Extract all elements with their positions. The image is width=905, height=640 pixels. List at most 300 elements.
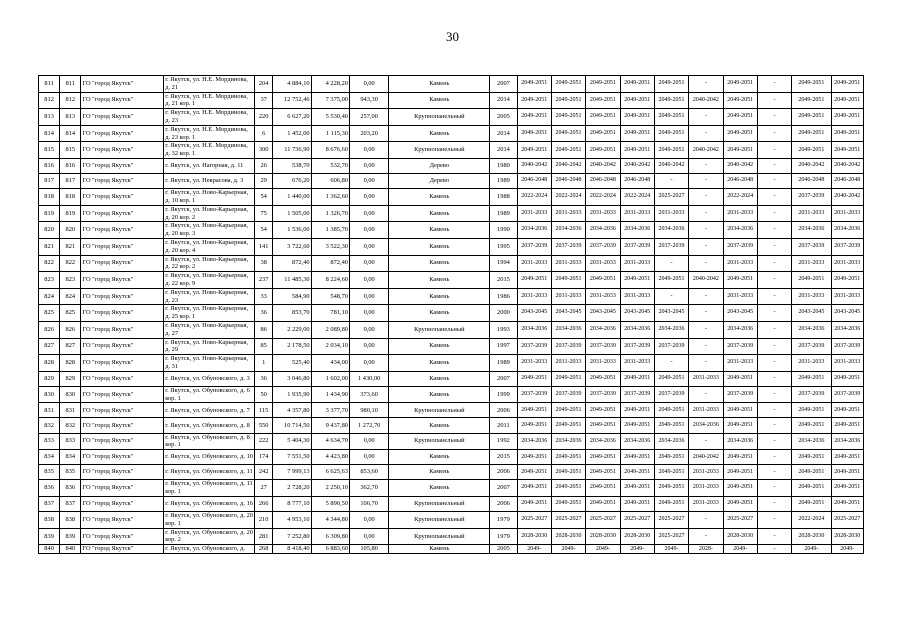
table-cell-period: 2031-2033 [831,205,863,222]
table-cell-municipality: ГО "город Якутск" [81,528,164,545]
table-cell-period: 2049-2051 [517,92,551,109]
table-cell-wall-material: Камень [389,205,490,222]
table-cell-period: 2049-2051 [831,92,863,109]
table-cell-period: 2049-2051 [551,480,585,497]
table-cell-period: 2034-2036 [792,433,831,450]
table-cell-period: 2049-2051 [586,76,620,93]
table-cell-period: 2025-2027 [654,528,688,545]
table-cell-period: 2031-2033 [792,205,831,222]
table-cell-area-total: 3 046,80 [273,371,311,386]
table-cell-wall-material: Дерево [389,158,490,173]
table-cell-wall-material: Камень [389,355,490,372]
table-cell-period: 2034-2036 [723,222,757,239]
table-cell-municipality: ГО "город Якутск" [81,386,164,403]
table-cell-period: 2049-2051 [620,142,654,159]
table-cell-area-total: 10 714,50 [273,418,311,433]
table-cell-flats: 54 [255,189,273,206]
table-cell-area-living: 1 326,70 [311,205,349,222]
table-cell-municipality: ГО "город Якутск" [81,272,164,289]
table-cell-period: 2049-2051 [831,418,863,433]
table-cell-period: 2049-2051 [792,418,831,433]
table-cell-area-living: 2 089,80 [311,321,349,338]
table-cell-area-total: 872,40 [273,255,311,272]
table-cell-number: 838 [39,512,60,529]
table-cell-year: 2000 [490,305,517,322]
table-cell-number: 820 [39,222,60,239]
table-cell-period: - [757,272,791,289]
table-cell-period: 2028-2030 [792,528,831,545]
table-cell-period: 2028- [689,545,723,554]
table-cell-flats: 36 [255,371,273,386]
table-cell-area-nonresidential: 0,00 [349,189,388,206]
table-cell-period: - [757,305,791,322]
table-cell-period: 2034-2036 [586,321,620,338]
table-cell-period: 2049-2051 [792,125,831,142]
table-cell-area-nonresidential: 0,00 [349,174,388,189]
table-cell-flats: 268 [255,545,273,554]
table-cell-number: 823 [39,272,60,289]
table-cell-period: - [757,480,791,497]
table-cell-flats: 174 [255,450,273,465]
table-cell-wall-material: Крупнопанельный [389,109,490,126]
table-cell-area-living: 6 309,80 [311,528,349,545]
table-row [39,272,864,289]
table-cell-area-living: 6 883,60 [311,545,349,554]
table-cell-period: - [689,125,723,142]
table-cell-period: 2049-2051 [586,142,620,159]
table-cell-flats: 26 [255,158,273,173]
table-cell-period: 2031-2033 [723,355,757,372]
table-cell-municipality: ГО "город Якутск" [81,338,164,355]
table-cell-period: 2049-2051 [654,371,688,386]
table-cell-period: - [689,238,723,255]
table-cell-period: - [689,512,723,529]
table-cell-period: 2034-2036 [620,321,654,338]
table-cell-wall-material: Дерево [389,174,490,189]
table-cell-wall-material: Крупнопанельный [389,142,490,159]
table-cell-number-municipal: 824 [60,288,81,305]
table-cell-period: 2049-2051 [586,125,620,142]
table-cell-area-nonresidential: 0,00 [349,255,388,272]
table-row [39,238,864,255]
table-cell-municipality: ГО "город Якутск" [81,92,164,109]
table-cell-period: 2034-2036 [517,222,551,239]
table-cell-area-living: 7 375,00 [311,92,349,109]
table-row [39,450,864,465]
table-cell-period: 2031-2033 [620,355,654,372]
table-cell-area-nonresidential: 853,60 [349,465,388,480]
table-cell-period: 2028-2030 [831,528,863,545]
table-cell-flats: 54 [255,222,273,239]
table-cell-period: 2031-2033 [586,288,620,305]
table-cell-wall-material: Крупнопанельный [389,496,490,511]
table-cell-period: 2049-2051 [654,496,688,511]
table-cell-period: 2049-2051 [831,480,863,497]
table-cell-number-municipal: 835 [60,465,81,480]
table-cell-period: 2031-2033 [723,288,757,305]
table-cell-period: 2049-2051 [654,272,688,289]
table-cell-period: 2037-2039 [723,238,757,255]
table-cell-period: 2043-2045 [654,305,688,322]
table-cell-wall-material: Камень [389,189,490,206]
table-cell-period: - [757,109,791,126]
table-cell-period: 2037-2039 [620,238,654,255]
table-cell-year: 2015 [490,450,517,465]
table-cell-period: 2034-2036 [654,321,688,338]
table-cell-number: 815 [39,142,60,159]
table-cell-year: 2007 [490,480,517,497]
table-cell-period: 2034-2036 [620,433,654,450]
table-cell-period: 2040-2042 [723,158,757,173]
table-cell-area-nonresidential: 0,00 [349,142,388,159]
table-cell-year: 1990 [490,222,517,239]
table-cell-area-nonresidential: 203,20 [349,125,388,142]
table-cell-period: 2049-2051 [831,109,863,126]
table-cell-period: 2037-2039 [654,386,688,403]
table-cell-number-municipal: 811 [60,76,81,93]
table-cell-area-living: 434,00 [311,355,349,372]
table-cell-flats: 50 [255,386,273,403]
table-cell-area-living: 4 228,20 [311,76,349,93]
table-cell-area-living: 3 522,30 [311,238,349,255]
table-cell-wall-material: Камень [389,272,490,289]
table-cell-number: 813 [39,109,60,126]
table-cell-area-total: 2 728,20 [273,480,311,497]
table-cell-flats: 242 [255,465,273,480]
table-cell-period: 2043-2045 [551,305,585,322]
table-cell-period: 2025-2027 [517,512,551,529]
table-cell-area-total: 4 884,10 [273,76,311,93]
table-cell-period: 2049-2051 [723,403,757,418]
table-cell-area-nonresidential: 105,80 [349,545,388,554]
table-cell-address: г. Якутск, ул. Некрасова, д. 3 [164,174,255,189]
table-cell-period: 2049-2051 [551,76,585,93]
table-cell-period: 2028-2030 [620,528,654,545]
table-cell-number-municipal: 829 [60,371,81,386]
table-cell-number-municipal: 819 [60,205,81,222]
table-row [39,545,864,554]
table-cell-number-municipal: 830 [60,386,81,403]
table-cell-period: 2049-2051 [517,272,551,289]
table-cell-area-living: 2 034,10 [311,338,349,355]
table-cell-period: 2049-2051 [831,450,863,465]
table-cell-period: 2049-2051 [831,142,863,159]
table-cell-area-nonresidential: 106,70 [349,496,388,511]
table-cell-period: - [689,386,723,403]
table-cell-area-living: 1 115,30 [311,125,349,142]
table-cell-number: 830 [39,386,60,403]
table-cell-period: 2034-2036 [792,321,831,338]
table-cell-period: 2049- [723,545,757,554]
table-cell-area-nonresidential: 943,30 [349,92,388,109]
table-cell-period: 2043-2045 [792,305,831,322]
table-cell-year: 2007 [490,76,517,93]
table-cell-number-municipal: 812 [60,92,81,109]
table-cell-area-nonresidential: 0,00 [349,355,388,372]
table-cell-number-municipal: 839 [60,528,81,545]
table-cell-period: 2040-2042 [831,158,863,173]
table-cell-number: 832 [39,418,60,433]
table-cell-year: 2005 [490,109,517,126]
table-cell-period: 2049-2051 [654,125,688,142]
table-cell-period: 2040-2042 [654,158,688,173]
table-cell-period: 2031-2033 [831,255,863,272]
table-cell-period: 2046-2048 [586,174,620,189]
table-cell-period: - [757,222,791,239]
table-cell-period: 2049-2051 [654,418,688,433]
table-cell-period: 2046-2048 [831,174,863,189]
table-cell-period: 2037-2039 [586,386,620,403]
table-cell-period: 2022-2024 [723,189,757,206]
table-cell-year: 1989 [490,355,517,372]
table-cell-area-total: 7 252,80 [273,528,311,545]
table-row [39,512,864,529]
table-cell-address: г. Якутск, ул. Ново-Карьерная, д. 20 кор. 3 [164,222,255,239]
table-cell-period: - [757,255,791,272]
table-cell-flats: 141 [255,238,273,255]
table-cell-period: - [757,403,791,418]
table-cell-period: 2037-2039 [831,338,863,355]
table-cell-number: 839 [39,528,60,545]
table-cell-period: 2046-2048 [517,174,551,189]
table-cell-number-municipal: 827 [60,338,81,355]
table-cell-area-nonresidential: 0,00 [349,238,388,255]
table-cell-address: г. Якутск, ул. Обуновского, д. 11 кор. 1 [165,480,253,496]
table-cell-period: 2049- [586,545,620,554]
table-cell-number-municipal: 838 [60,512,81,529]
table-cell-period: 2031-2033 [620,255,654,272]
table-cell-period: 2049-2051 [620,480,654,497]
register-table [38,75,864,554]
table-cell-period: - [757,371,791,386]
table-cell-period: - [689,433,723,450]
table-cell-flats: 210 [255,512,273,529]
table-row [39,355,864,372]
table-cell-area-total: 8 418,40 [273,545,311,554]
table-cell-number-municipal: 818 [60,189,81,206]
table-cell-period: 2049-2051 [517,418,551,433]
table-cell-period: 2049-2051 [792,371,831,386]
table-cell-period: 2049-2051 [517,403,551,418]
table-cell-flats: 75 [255,205,273,222]
table-cell-period: 2049-2051 [551,418,585,433]
table-cell-period: 2046-2048 [723,174,757,189]
table-cell-number: 824 [39,288,60,305]
table-cell-flats: 115 [255,403,273,418]
table-cell-period: 2031-2033 [517,288,551,305]
table-cell-wall-material: Камень [389,450,490,465]
table-cell-period: - [757,205,791,222]
table-cell-period: 2049-2051 [723,76,757,93]
table-cell-period: 2037-2039 [792,386,831,403]
table-cell-flats: 204 [255,76,273,93]
table-cell-period: 2031-2033 [689,465,723,480]
table-cell-period: 2049- [620,545,654,554]
table-cell-period: 2034-2036 [723,321,757,338]
table-cell-period: 2037-2039 [551,386,585,403]
table-cell-period: - [689,288,723,305]
table-cell-period: - [689,222,723,239]
table-cell-year: 2006 [490,496,517,511]
table-cell-period: 2034-2036 [517,433,551,450]
table-cell-period: 2040-2042 [689,450,723,465]
table-cell-period: 2049-2051 [620,371,654,386]
table-cell-period: - [757,142,791,159]
table-cell-municipality: ГО "город Якутск" [81,433,164,450]
table-cell-number: 833 [39,433,60,450]
table-cell-period: 2037-2039 [551,338,585,355]
table-cell-period: 2025-2027 [586,512,620,529]
table-cell-period: 2046-2048 [792,174,831,189]
table-cell-period: 2031-2033 [620,205,654,222]
table-cell-period: 2037-2039 [792,338,831,355]
table-cell-number-municipal: 837 [60,496,81,511]
table-cell-address: г. Якутск, ул. Н.Е. Мординова, д. 23 [164,109,255,126]
table-cell-number: 827 [39,338,60,355]
table-cell-area-living: 5 890,50 [311,496,349,511]
table-cell-area-nonresidential: 257,00 [349,109,388,126]
table-cell-period: 2037-2039 [831,238,863,255]
table-cell-flats: 300 [255,142,273,159]
table-row [39,418,864,433]
table-cell-period: - [757,92,791,109]
table-cell-flats: 29 [255,174,273,189]
table-row [39,205,864,222]
table-cell-area-living: 872,40 [311,255,349,272]
table-cell-municipality: ГО "город Якутск" [81,305,164,322]
table-cell-period: 2049-2051 [586,109,620,126]
table-cell-number-municipal: 817 [60,174,81,189]
table-cell-period: 2037-2039 [792,189,831,206]
table-row [39,288,864,305]
table-cell-wall-material: Камень [389,338,490,355]
table-cell-period: 2025-2027 [723,512,757,529]
table-cell-period: 2049-2051 [723,450,757,465]
table-cell-number-municipal: 840 [60,545,81,554]
table-cell-year: 1979 [490,528,517,545]
table-cell-wall-material: Камень [389,386,490,403]
table-cell-period: 2031-2033 [551,205,585,222]
table-cell-municipality: ГО "город Якутск" [81,288,164,305]
table-cell-year: 2014 [490,125,517,142]
table-cell-year: 1979 [490,512,517,529]
table-cell-area-total: 12 752,46 [273,92,311,109]
table-cell-period: 2037-2039 [620,386,654,403]
table-cell-area-living: 2 250,10 [311,480,349,497]
table-cell-area-nonresidential: 0,00 [349,338,388,355]
table-cell-period: 2049-2051 [551,92,585,109]
table-cell-area-nonresidential: 0,00 [349,76,388,93]
table-cell-wall-material: Камень [389,480,490,497]
table-cell-period: 2034-2036 [689,418,723,433]
table-cell-period: 2025-2027 [620,512,654,529]
table-cell-number-municipal: 832 [60,418,81,433]
table-cell-number: 822 [39,255,60,272]
table-cell-period: 2025-2027 [551,512,585,529]
table-cell-period: - [654,255,688,272]
table-cell-period: 2049-2051 [586,272,620,289]
table-cell-period: 2034-2036 [586,433,620,450]
table-cell-address: г. Якутск, ул. Н.Е. Мординова, д. 21 [164,76,255,93]
table-cell-period: - [757,528,791,545]
table-cell-number-municipal: 836 [60,480,81,497]
table-cell-address: г. Якутск, ул. Н.Е. Мординова, д. 21 кор. 1 [164,92,255,109]
table-row [39,92,864,109]
table-cell-address: г. Якутск, ул. Ново-Карьерная, д. 27 [164,321,255,338]
table-cell-period: 2034-2036 [551,433,585,450]
table-cell-period: 2034-2036 [654,433,688,450]
table-cell-area-nonresidential: 1 272,70 [349,418,388,433]
table-cell-number: 825 [39,305,60,322]
table-cell-wall-material: Камень [389,92,490,109]
table-cell-period: 2049-2051 [792,496,831,511]
table-cell-period: 2034-2036 [551,222,585,239]
table-cell-period: 2049-2051 [831,371,863,386]
table-cell-period: 2031-2033 [689,403,723,418]
table-cell-period: - [757,355,791,372]
table-cell-period: 2049-2051 [517,125,551,142]
table-cell-period: 2049-2051 [723,371,757,386]
table-cell-area-nonresidential: 0,00 [349,433,388,450]
table-cell-area-living: 4 634,70 [311,433,349,450]
table-cell-period: - [689,338,723,355]
table-cell-wall-material: Крупнопанельный [389,528,490,545]
table-cell-municipality: ГО "город Якутск" [81,480,164,497]
table-row [39,371,864,386]
table-cell-municipality: ГО "город Якутск" [81,465,164,480]
table-cell-flats: 86 [255,321,273,338]
table-cell-address: г. Якутск, ул. Н.Е. Мординова, д. 23 кор. 1 [164,125,255,142]
table-cell-period: 2031-2033 [792,355,831,372]
table-cell-number: 811 [39,76,60,93]
table-cell-period: 2049-2051 [517,109,551,126]
table-cell-wall-material: Крупнопанельный [389,403,490,418]
table-cell-wall-material: Камень [389,305,490,322]
table-cell-flats: 37 [255,92,273,109]
table-cell-municipality: ГО "город Якутск" [81,355,164,372]
table-cell-period: 2049-2051 [723,142,757,159]
table-cell-area-nonresidential: 0,00 [349,288,388,305]
table-cell-period: 2037-2039 [620,338,654,355]
table-cell-number-municipal: 828 [60,355,81,372]
table-cell-period: 2028-2030 [586,528,620,545]
table-cell-year: 1989 [490,174,517,189]
table-cell-period: 2037-2039 [517,238,551,255]
page-number: 30 [446,29,459,44]
table-cell-number-municipal: 816 [60,158,81,173]
table-cell-period: 2037-2039 [551,238,585,255]
table-cell-address: г. Якутск, ул. Ново-Карьерная, д. 25 кор. 1 [164,305,255,322]
table-cell-period: 2049-2051 [792,109,831,126]
table-cell-period: 2049-2051 [517,371,551,386]
table-cell-number: 812 [39,92,60,109]
table-cell-number: 817 [39,174,60,189]
table-cell-period: 2031-2033 [551,255,585,272]
table-cell-number-municipal: 821 [60,238,81,255]
table-cell-period: 2031-2033 [689,496,723,511]
table-cell-address: г. Якутск, ул. Ново-Карьерная, д. 23 [164,288,255,305]
table-cell-period: 2049-2051 [551,496,585,511]
table-cell-area-total: 4 953,10 [273,512,311,529]
table-cell-area-nonresidential: 373,60 [349,386,388,403]
table-cell-period: 2049-2051 [551,125,585,142]
table-cell-period: - [689,355,723,372]
table-cell-period: 2034-2036 [586,222,620,239]
table-cell-period: 2031-2033 [517,255,551,272]
table-cell-period: - [689,174,723,189]
table-cell-period: 2034-2036 [551,321,585,338]
table-cell-municipality: ГО "город Якутск" [81,512,164,529]
